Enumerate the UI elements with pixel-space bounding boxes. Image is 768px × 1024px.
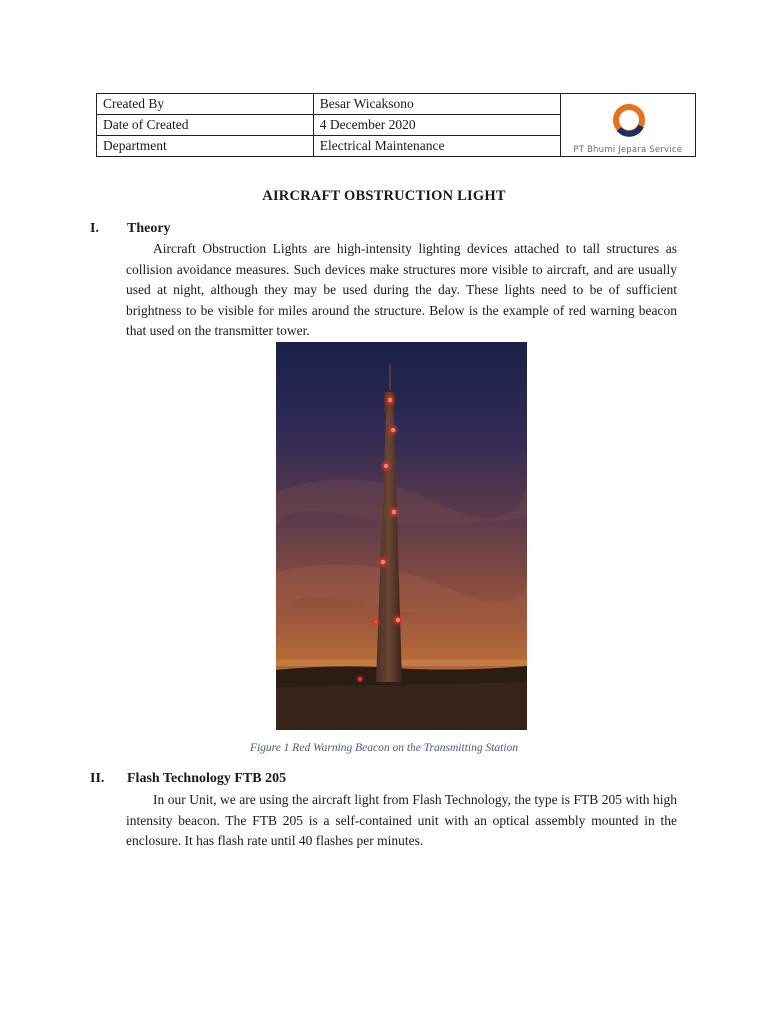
company-logo-text: PT Bhumi Jepara Service [573, 145, 683, 155]
tower-photo-image [276, 342, 527, 730]
department-value: Electrical Maintenance [313, 136, 560, 157]
section-heading-flash-technology [90, 771, 286, 787]
date-created-label: Date of Created [97, 115, 314, 136]
section-number: I. [90, 221, 99, 236]
ring-logo-icon [611, 102, 647, 138]
company-logo [561, 94, 695, 156]
section-heading-theory [90, 221, 171, 237]
department-label: Department [97, 136, 314, 157]
theory-paragraph: Aircraft Obstruction Lights are high-intensity lighting devices attached to tall structures as collision avoidance measures. Such devices make structures more visible to aircraft, and are usually used at night, although they may be used during the day. These lights need to be of sufficient brightness to be visible for miles around the structure. Below is the example of red warning beacon that used on the transmitter tower. [126, 241, 677, 339]
section-title: Flash Technology FTB 205 [127, 771, 287, 786]
section-title: Theory [127, 221, 171, 236]
table-row [97, 94, 696, 115]
figure-caption: Figure 1 Red Warning Beacon on the Transmitting Station [249, 742, 519, 754]
document-title: AIRCRAFT OBSTRUCTION LIGHT [262, 188, 506, 204]
date-created-value: 4 December 2020 [313, 115, 560, 136]
created-by-value: Besar Wicaksono [313, 94, 560, 115]
created-by-label: Created By [97, 94, 314, 115]
company-logo-cell [560, 94, 695, 157]
document-info-table [96, 93, 696, 157]
section-number: II. [90, 771, 105, 786]
flash-technology-paragraph: In our Unit, we are using the aircraft light from Flash Technology, the type is FTB 205 with high intensity beacon. The FTB 205 is a self-contained unit with an optical assembly mounted in the enclosure. It has flash rate until 40 flashes per minutes. [126, 792, 677, 849]
tower-photo [276, 342, 527, 730]
